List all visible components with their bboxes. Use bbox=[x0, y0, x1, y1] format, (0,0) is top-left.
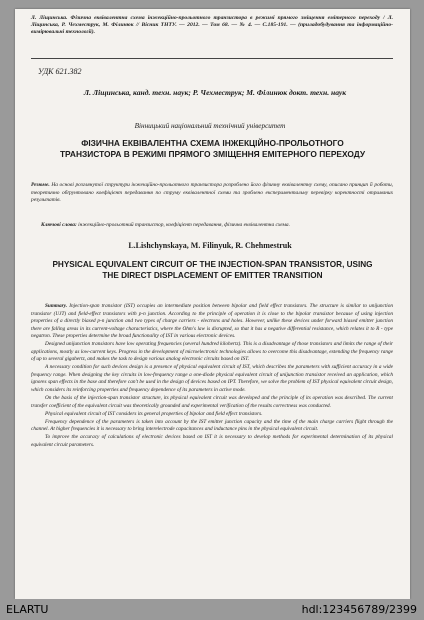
abstract-ukrainian bbox=[31, 182, 393, 205]
university-affiliation: Вінницький національний технічний університет bbox=[134, 122, 286, 130]
viewer-footer bbox=[0, 599, 424, 620]
abstract-text: На основі розглянутої структури інжекційно-прольотного транзистора розроблено його фізичну еквівалентну схему, описано принцип її роботи, теоретично обґрунтовано коефіцієнт передавання по струму еквівалентної схеми та зроблено експериментальну перевірку коректності отриманих результатів. bbox=[31, 182, 393, 204]
summary-english bbox=[31, 303, 393, 449]
keywords-ukrainian bbox=[31, 222, 393, 230]
abstract-label: Резюме. bbox=[31, 182, 50, 188]
title-english: PHYSICAL EQUIVALENT CIRCUIT OF THE INJECTION-SPAN TRANSISTOR, USING THE DIRECT DISPLACEMENT OF EMITTER TRANSITION bbox=[52, 260, 373, 280]
title-ukrainian: ФІЗИЧНА ЕКВІВАЛЕНТНА СХЕМА ІНЖЕКЦІЙНО-ПРОЛЬОТНОГО ТРАНЗИСТОРА В РЕЖИМІ ПРЯМОГО ЗМІЩЕННЯ ЕМІТЕРНОГО ПЕРЕХОДУ bbox=[59, 138, 366, 159]
paper-page bbox=[15, 9, 410, 599]
repository-name: ELARTU bbox=[6, 603, 49, 616]
udk-code: УДК 621.382 bbox=[38, 67, 82, 76]
summary-paragraph: On the basis of the injection-span transistor structure, its physical equivalent circuit was developed and the principle of its operation was described. The current transfer coefficient of the equivalent circuit was theoretically grounded and experimental verification of the results correctness was conducted. bbox=[31, 395, 393, 409]
keywords-label: Ключові слова: bbox=[41, 222, 77, 228]
paragraph-text: Injection-span transistor (IST) occupies an intermediate position between bipolar and field effect transistors. The structure is similar to unijunction transistor (UJT) and field-effect transistors with p-n junction. According to the principle of operation it is close to the bipolar transistor because of using injection properties of a directly biased p-n junction and two types of charge carriers - electrons and holes. However, unlike these devices under forward biased emitter junction there are falling areas in its current-voltage characteristics, where the Ohm's law is disrupted, so that it has a negative differential resistance, which relates it to R - type negatron. These properties determine the broad functionality of IST in various electronic devices. bbox=[31, 303, 394, 340]
summary-paragraph: A necessary condition for such devices design is a presence of physical equivalent circuit of IST, which describes the parameters with sufficient accuracy in a wide frequency range. When designing the key circuits in low-frequency range a one-diode physical equivalent circuit of unijunction transistor received an application, which ignores span effects in the base and therefore can't be used in the design of devices based on IPT. Therefore, we solve the problem of IST physical equivalent circuit design, which considers its reinforcing properties and frequency dependence of its parameters in active mode. bbox=[31, 364, 393, 394]
keywords-text: інжекційно-прольотний транзистор, коефіцієнт передавання, фізична еквівалентна схема. bbox=[78, 222, 290, 228]
handle-identifier: hdl:123456789/2399 bbox=[301, 603, 417, 616]
summary-paragraph: To improve the accuracy of calculations of electronic devices based on IST it is necessary to develop methods for experimental determination of its physical equivalent circuit parameters. bbox=[31, 434, 393, 448]
citation-header: Л. Ліщинська. Фізична еквівалентна схема інжекційно-прольотного транзистора в режимі прямого зміщення емітерного переходу / Л. Ліщинська, Р. Чехместрук, М. Філинюк // Вісник ТНТУ. — 2012. — Том 68. — № 4. — С.185-191. — (приладобудування та інформаційно-вимірювальні технології). bbox=[31, 15, 393, 36]
authors-english: L.Lishchynskaya, M. Filinyuk, R. Chehmestruk bbox=[128, 241, 292, 250]
header-divider bbox=[31, 58, 393, 59]
summary-label: Summary. bbox=[45, 303, 68, 309]
summary-paragraph: Designed unijunction transistors have low operating frequencies (several hundred kilohertz). This is a disadvantage of those transistors and limits the range of their applications, mostly as low-current keys. Progress in the development of microelectronic technologies allows to overcome this disadvantage, extending the frequency range of up to several gigahertz, and makes the task to design various analog electronic circuits based on IST. bbox=[31, 341, 393, 363]
summary-paragraph: Frequency dependence of the parameters is taken into account by the IST emitter junction capacity and the time of the main charge carriers flight through the channel. At higher frequencies it is necessary to bring interelectrode capacitances and inductance pins in the physical equivalent circuit. bbox=[31, 418, 393, 433]
summary-paragraph: Physical equivalent circuit of IST considers its general properties of bipolar and field effect transistors. bbox=[45, 410, 263, 417]
summary-paragraph bbox=[31, 303, 393, 341]
authors-ukrainian: Л. Ліщинська, канд. техн. наук; Р. Чехместрук; М. Філинюк докт. техн. наук bbox=[83, 88, 347, 97]
